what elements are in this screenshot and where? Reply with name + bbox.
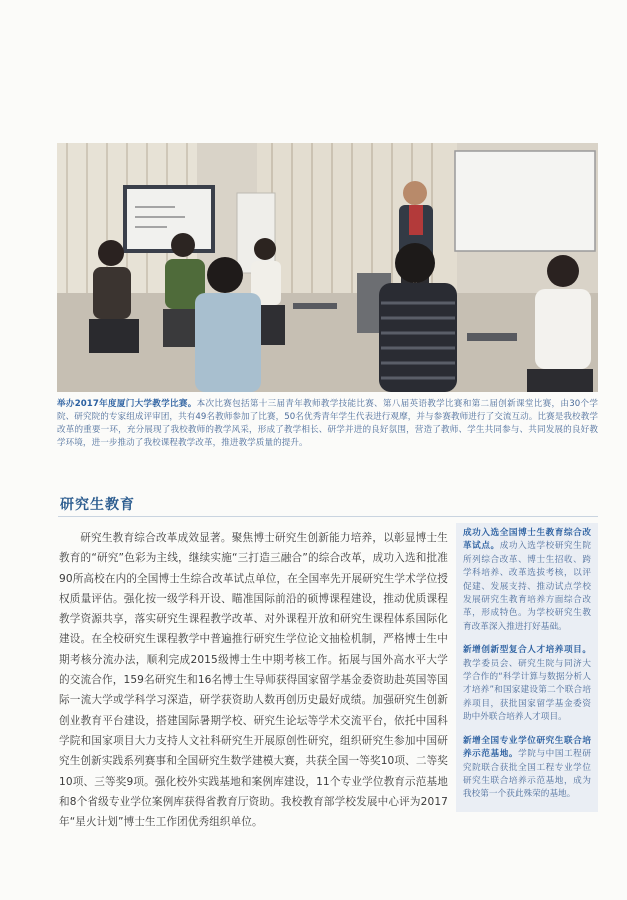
sidebar-block-talent	[463, 644, 591, 724]
sidebar-highlight: 新增全国专业学位研究生联合培养示范基地。	[463, 735, 591, 760]
caption-lead: 举办2017年度厦门大学教学比赛。	[57, 399, 197, 409]
sidebar-block-text	[463, 735, 591, 802]
sidebar-body: 教学委员会、研究生院与同济大学合作的“科学计算与数据分析人才培养”和国家建设第二个联合培养项目，获批国家留学基金委资助中外联合培养人才项目。	[463, 658, 591, 723]
sidebar-block-base	[463, 735, 591, 802]
sidebar-block-text	[463, 644, 591, 724]
section-divider	[58, 516, 598, 517]
sidebar-block-text	[463, 527, 591, 634]
section-title: 研究生教育	[60, 497, 135, 513]
sidebar-body: 成功入选学校研究生院所列综合改革、博士生招收、跨学科培养、改革选拔考核，以评促建、发展支持、推动试点学校发展研究生教育培养方面综合改革，形成特色。为学校研究生教育改革深入推进打好基础。	[463, 541, 591, 632]
photo-caption	[57, 398, 598, 450]
classroom-photo	[57, 143, 598, 392]
sidebar-highlight: 新增创新型复合人才培养项目。	[463, 645, 591, 656]
caption-body: 本次比赛包括第十三届青年教师教学技能比赛、第八届英语教学比赛和第二届创新课堂比赛，由30个学院、研究院的专家组成评审团，共有49名教师参加了比赛，50名优秀青年学生代表进行观摩，并与参赛教师进行了交流互动。比赛是我校教学改革的重要一环，充分展现了我校教师的教学风采，形成了教学相长、研学并进的良好氛围，营造了教师、学生共同参与、共同发展的良好教学环境，进一步推动了我校课程教学改革，推进教学质量的提升。	[57, 399, 598, 448]
classroom-photo-image	[57, 143, 598, 392]
sidebar-box	[456, 523, 598, 812]
sidebar-body: 学院与中国工程研究院联合获批全国工程专业学位研究生联合培养示范基地，成为我校第一个获此殊荣的基地。	[463, 749, 591, 800]
main-paragraph: 研究生教育综合改革成效显著。聚焦博士研究生创新能力培养，以彰显博士生教育的“研究”色彩为主线，继续实施“三打造三融合”的综合改革，成功入选和批准90所高校在内的全国博士生综合改革试点单位，在全国率先开展研究生学术学位授权质量评估。强化按一级学科开设、瞄准国际前沿的硕博课程建设，推动优质课程教学资源共享，落实研究生课程教学改革、对外课程开放和研究生课程体系国际化建设。在全校研究生课程教学中普遍推行研究生学位论文抽检机制，严格博士生中期考核分流办法，顺利完成2015级博士生中期考核工作。拓展与国外高水平大学的交流合作，159名研究生和16名博士生导师获得国家留学基金委资助赴英国等国际一流大学或学科学习深造，研学获资助人数再创历史最好成绩。加强研究生创新创业教育平台建设，搭建国际暑期学校、研究生论坛等学术交流平台，依托中国科学院和国家项目大力支持人文社科研究生开展原创性研究，组织研究生参加中国研究生创新实践系列赛事和全国研究生数学建模大赛，共获全国一等奖10项、二等奖10项、三等奖9项。强化校外实践基地和案例库建设，11个专业学位教育示范基地和8个省级专业学位案例库获得省教育厅资助。我校教育部学校发展中心评为2017年“星火计划”博士生工作团优秀组织单位。	[59, 532, 448, 829]
sidebar-highlight: 成功入选全国博士生教育综合改革试点。	[463, 528, 591, 552]
sidebar-block-reform	[463, 527, 591, 634]
